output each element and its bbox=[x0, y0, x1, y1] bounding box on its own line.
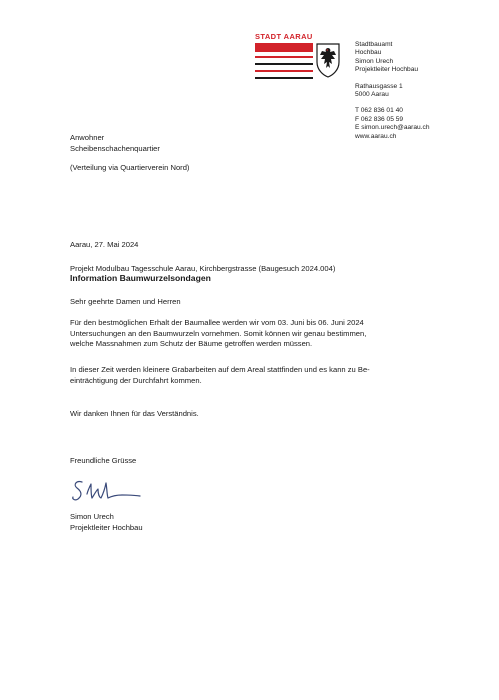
logo-bar bbox=[255, 70, 313, 72]
paragraph-line: welche Massnahmen zum Schutz der Bäume getroffen werden müssen. bbox=[70, 339, 313, 349]
recipient-line: Anwohner bbox=[70, 133, 105, 142]
logo-bar bbox=[255, 63, 313, 65]
paragraph-line: In dieser Zeit werden kleinere Grabarbeiten auf dem Areal stattfinden und es kann zu Be- bbox=[70, 365, 370, 374]
contact-website: www.aarau.ch bbox=[355, 132, 397, 140]
signer-title: Projektleiter Hochbau bbox=[70, 522, 143, 532]
sender-line: Stadtbauamt bbox=[355, 41, 393, 48]
address-line: 5000 Aarau bbox=[355, 91, 389, 99]
body-paragraph bbox=[70, 365, 440, 386]
recipient-block bbox=[70, 132, 160, 154]
eagle-coat-of-arms-icon bbox=[315, 42, 341, 78]
paragraph-line: einträchtigung der Durchfahrt kommen. bbox=[70, 375, 202, 385]
closing-line: Freundliche Grüsse bbox=[70, 456, 137, 465]
project-line: Projekt Modulbau Tagesschule Aarau, Kirchbergstrasse (Baugesuch 2024.004) bbox=[70, 264, 336, 273]
logo-bar bbox=[255, 77, 313, 79]
salutation: Sehr geehrte Damen und Herren bbox=[70, 297, 181, 306]
paragraph-line: Untersuchungen an den Baumwurzeln vornehmen. Somit können wir genau bestimmen, bbox=[70, 328, 367, 338]
paragraph-line: Für den bestmöglichen Erhalt der Baumallee werden wir vom 03. Juni bis 06. Juni 2024 bbox=[70, 318, 364, 327]
sender-block bbox=[355, 41, 430, 141]
letter-subject: Information Baumwurzelsondagen bbox=[70, 273, 211, 283]
address-line: Rathausgasse 1 bbox=[355, 82, 403, 90]
letter-date: Aarau, 27. Mai 2024 bbox=[70, 240, 139, 249]
logo-text: STADT AARAU bbox=[255, 32, 313, 41]
sender-line: Projektleiter Hochbau bbox=[355, 66, 419, 74]
contact-email: E simon.urech@aarau.ch bbox=[355, 124, 430, 132]
recipient-line: Scheibenschachenquartier bbox=[70, 144, 160, 153]
thanks-line: Wir danken Ihnen für das Verständnis. bbox=[70, 409, 199, 418]
body-paragraph bbox=[70, 318, 440, 350]
handwritten-signature bbox=[70, 474, 144, 504]
logo-bar bbox=[255, 43, 313, 52]
signer-block bbox=[70, 512, 143, 533]
sender-line: Hochbau bbox=[355, 49, 382, 57]
logo-bar bbox=[255, 56, 313, 58]
stadt-aarau-logo bbox=[255, 32, 341, 84]
contact-fax: F 062 836 05 59 bbox=[355, 115, 404, 123]
signer-name: Simon Urech bbox=[70, 512, 114, 521]
sender-line: Simon Urech bbox=[355, 57, 394, 65]
contact-phone: T 062 836 01 40 bbox=[355, 107, 403, 115]
distribution-note: (Verteilung via Quartierverein Nord) bbox=[70, 163, 190, 172]
